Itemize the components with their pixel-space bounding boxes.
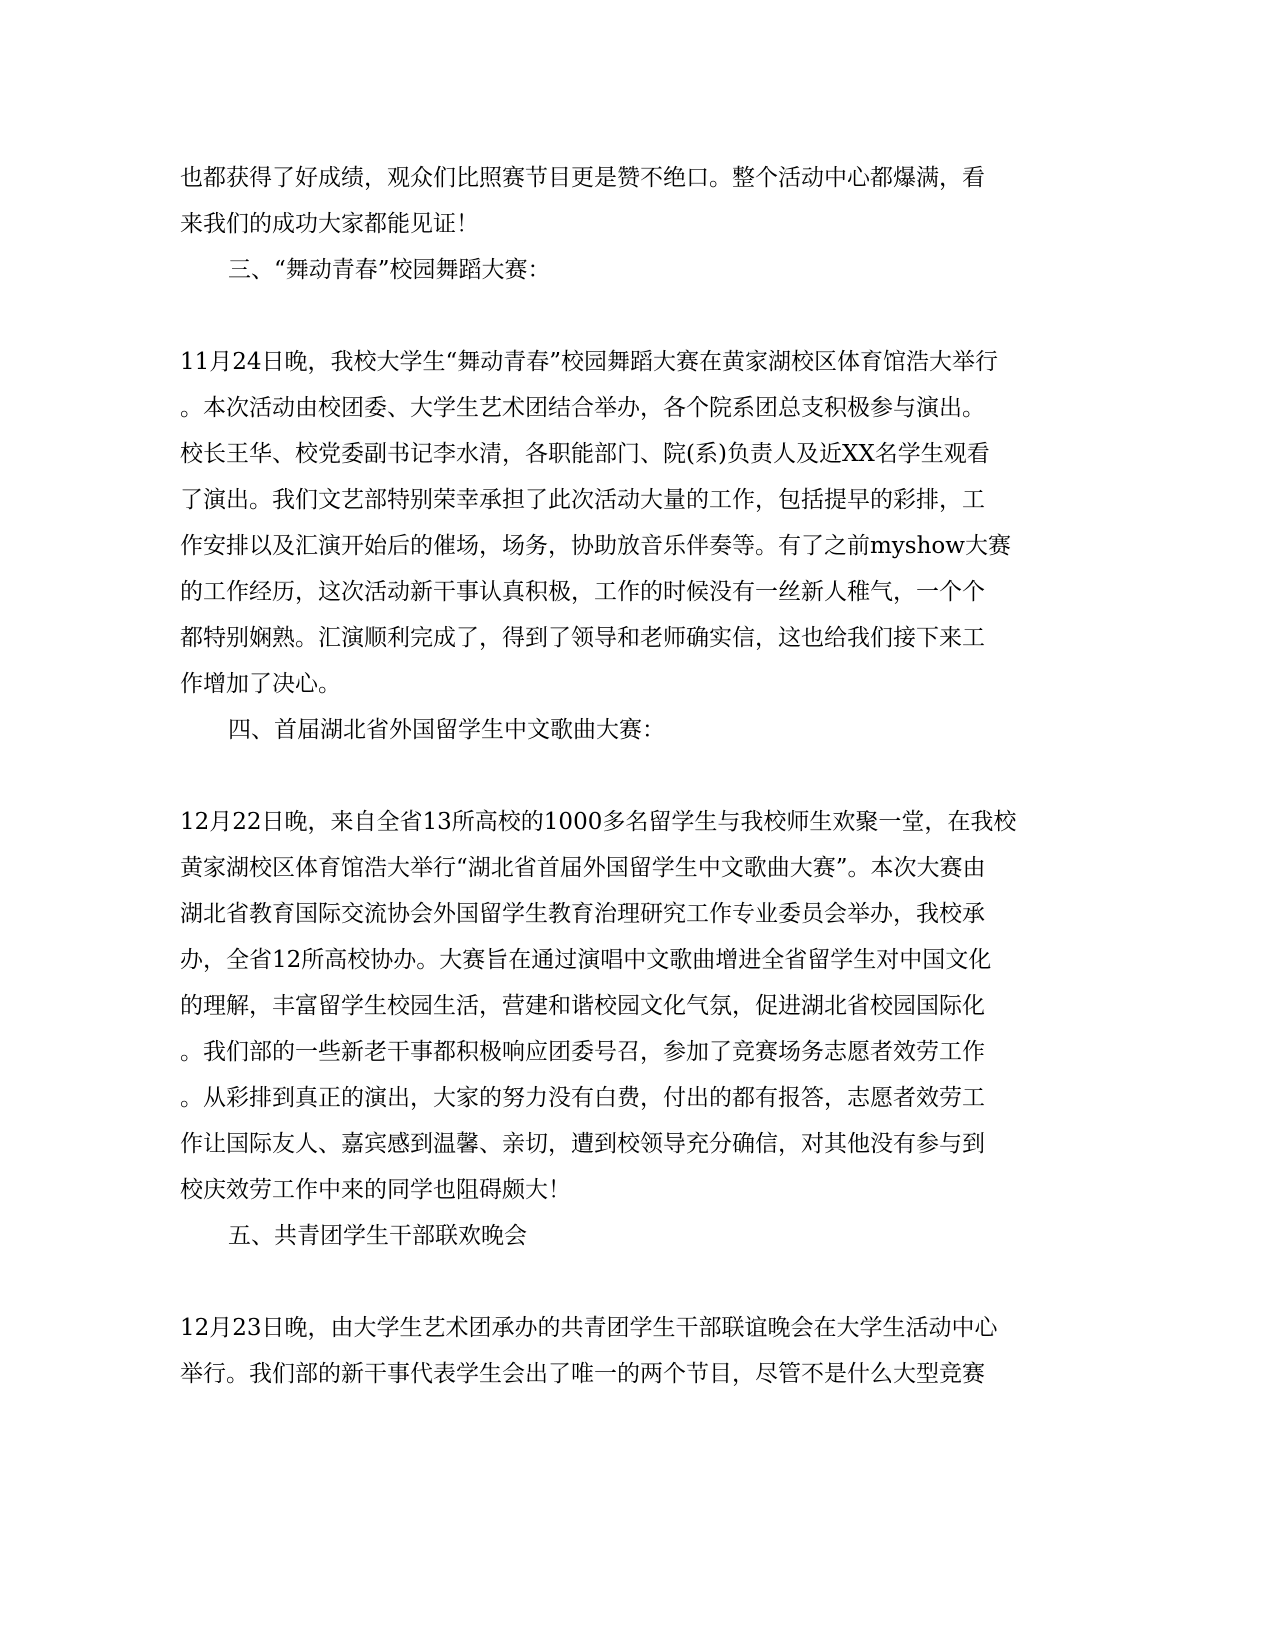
section-3-line-7: 都特别娴熟。汇演顺利完成了，得到了领导和老师确实信，这也给我们接下来工: [180, 625, 985, 651]
section-3-line-4: 了演出。我们文艺部特别荣幸承担了此次活动大量的工作，包括提早的彩排，工: [180, 487, 985, 513]
section-heading-3: 三、“舞动青春”校园舞蹈大赛：: [228, 257, 551, 283]
intro-line-1: 也都获得了好成绩，观众们比照赛节目更是赞不绝口。整个活动中心都爆满，看: [180, 165, 985, 191]
section-4-line-4: 办，全省12所高校协办。大赛旨在通过演唱中文歌曲增进全省留学生对中国文化: [180, 947, 992, 973]
section-4-line-1: 12月22日晚，来自全省13所高校的1000多名留学生与我校师生欢聚一堂，在我校: [180, 809, 1017, 835]
section-3-line-5: 作安排以及汇演开始后的催场，场务，协助放音乐伴奏等。有了之前myshow大赛: [180, 533, 1011, 559]
paragraph-gap: [180, 293, 1015, 339]
section-4-line-8: 作让国际友人、嘉宾感到温馨、亲切，遭到校领导充分确信，对其他没有参与到: [180, 1131, 985, 1157]
section-heading-4: 四、首届湖北省外国留学生中文歌曲大赛：: [228, 717, 665, 743]
section-3-line-3: 校长王华、校党委副书记李水清，各职能部门、院(系)负责人及近XX名学生观看: [180, 441, 990, 467]
section-4-line-5: 的理解，丰富留学生校园生活，营建和谐校园文化气氛，促进湖北省校园国际化: [180, 993, 985, 1019]
section-5-line-2: 举行。我们部的新干事代表学生会出了唯一的两个节目，尽管不是什么大型竞赛: [180, 1361, 985, 1387]
section-4-line-6: 。我们部的一些新老干事都积极响应团委号召，参加了竞赛场务志愿者效劳工作: [180, 1039, 985, 1065]
section-5-line-1: 12月23日晚，由大学生艺术团承办的共青团学生干部联谊晚会在大学生活动中心: [180, 1315, 998, 1341]
section-3-line-6: 的工作经历，这次活动新干事认真积极，工作的时候没有一丝新人稚气，一个个: [180, 579, 985, 605]
document-body: [180, 155, 1015, 1397]
section-3-line-1: 11月24日晚，我校大学生“舞动青春”校园舞蹈大赛在黄家湖校区体育馆浩大举行: [180, 349, 999, 375]
section-4-line-7: 。从彩排到真正的演出，大家的努力没有白费，付出的都有报答，志愿者效劳工: [180, 1085, 985, 1111]
section-4-line-9: 校庆效劳工作中来的同学也阻碍颇大！: [180, 1177, 571, 1203]
section-3-line-8: 作增加了决心。: [180, 671, 341, 697]
section-heading-5: 五、共青团学生干部联欢晚会: [228, 1223, 527, 1249]
intro-line-2: 来我们的成功大家都能见证！: [180, 211, 479, 237]
paragraph-gap: [180, 1259, 1015, 1305]
section-4-line-2: 黄家湖校区体育馆浩大举行“湖北省首届外国留学生中文歌曲大赛”。本次大赛由: [180, 855, 986, 881]
paragraph-gap: [180, 753, 1015, 799]
section-4-line-3: 湖北省教育国际交流协会外国留学生教育治理研究工作专业委员会举办，我校承: [180, 901, 985, 927]
section-3-line-2: 。本次活动由校团委、大学生艺术团结合举办，各个院系团总支积极参与演出。: [180, 395, 985, 421]
